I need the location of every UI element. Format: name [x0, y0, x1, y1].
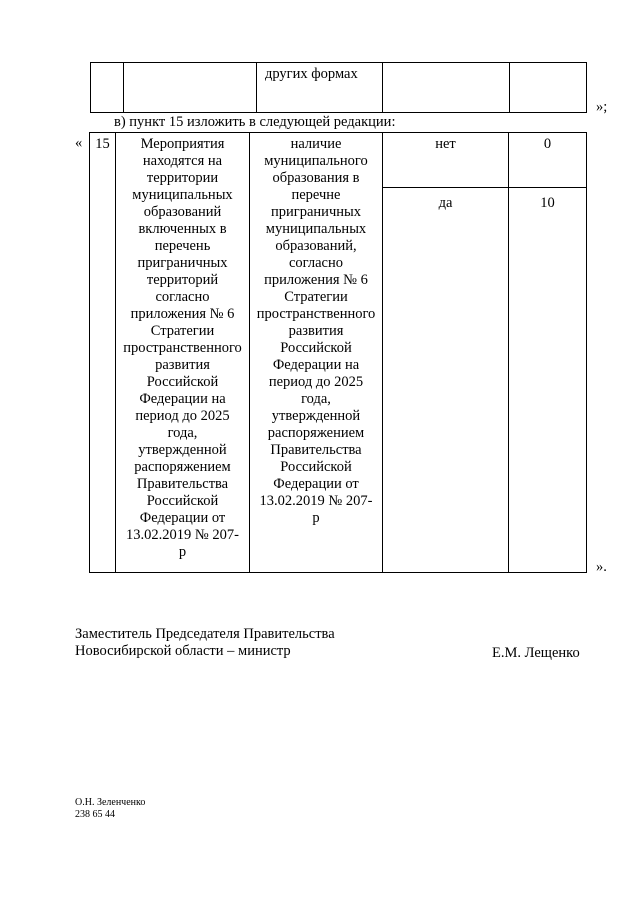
- indicator-text-line: период до 2025: [135, 408, 230, 424]
- criterion-text-line: период до 2025: [268, 374, 364, 390]
- top-cell-number: [91, 63, 124, 113]
- indicator-text-line: Мероприятия: [140, 136, 225, 152]
- top-table-fragment: [90, 62, 587, 113]
- score-no: 0: [543, 136, 552, 152]
- answer-no-cell: [383, 133, 508, 188]
- criterion-text-line: образований,: [275, 238, 357, 254]
- criterion-text: [250, 136, 382, 527]
- indicator-text-line: находятся на: [142, 153, 223, 169]
- signature-title-line2: Новосибирской области – министр: [75, 643, 291, 659]
- indicator-text-line: р: [178, 544, 187, 560]
- answer-column: [383, 133, 509, 573]
- signature-title-line1: Заместитель Председателя Правительства: [75, 626, 335, 642]
- indicator-text-line: утвержденной: [138, 442, 227, 458]
- criterion-text-line: Федерации от: [273, 476, 359, 492]
- criterion-text-line: Стратегии: [284, 289, 348, 305]
- score-no-cell: [509, 133, 586, 188]
- criterion-text-line: приграничных: [271, 204, 361, 220]
- criterion-text-line: приложения № 6: [264, 272, 368, 288]
- indicator-text-line: муниципальных: [132, 187, 233, 203]
- indicator-text-line: согласно: [155, 289, 210, 305]
- indicator-text-line: года,: [167, 425, 198, 441]
- indicator-text-line: Стратегии: [150, 323, 215, 339]
- criterion-text-line: наличие: [290, 136, 342, 152]
- top-cell-indicator: [124, 63, 257, 113]
- closing-quote-top: »;: [596, 99, 608, 115]
- criterion-text-line: утвержденной: [271, 408, 361, 424]
- criterion-text-line: перечне: [291, 187, 341, 203]
- main-table: [89, 132, 587, 573]
- top-cell-score: [510, 63, 587, 113]
- indicator-text-line: Российской: [146, 493, 219, 509]
- indicator-text: [116, 136, 249, 561]
- criterion-text-line: образования в: [272, 170, 360, 186]
- indicator-text-line: приграничных: [137, 255, 228, 271]
- indicator-cell: [116, 133, 250, 573]
- answer-yes: да: [438, 195, 453, 211]
- criterion-text-line: развития: [288, 323, 344, 339]
- criterion-text-line: муниципальных: [265, 221, 367, 237]
- indicator-text-line: развития: [155, 357, 210, 373]
- signature-name: Е.М. Лещенко: [492, 645, 580, 661]
- indicator-text-line: пространственного: [123, 340, 242, 356]
- criterion-text-line: Российской: [280, 459, 352, 475]
- indicator-text-line: Российской: [146, 374, 219, 390]
- score-yes-cell: [509, 188, 586, 212]
- criterion-text-line: муниципального: [264, 153, 368, 169]
- footer-author: О.Н. Зеленченко: [75, 797, 146, 808]
- top-cell-criterion: [257, 63, 383, 113]
- criterion-text-line: распоряжением: [267, 425, 365, 441]
- criterion-text-line: Правительства: [270, 442, 362, 458]
- criterion-text-line: Российской: [280, 340, 352, 356]
- criterion-text-line: р: [312, 510, 320, 526]
- top-cell-answer: [383, 63, 510, 113]
- top-cell-text: других формах: [265, 66, 358, 82]
- score-column: [509, 133, 587, 573]
- score-yes: 10: [540, 195, 555, 211]
- criterion-text-line: пространственного: [256, 306, 376, 322]
- indicator-text-line: включенных в: [138, 221, 227, 237]
- criterion-text-line: года,: [301, 391, 331, 407]
- indicator-text-line: Федерации на: [139, 391, 226, 407]
- signature-title: [75, 626, 335, 660]
- indicator-text-line: 13.02.2019 № 207-: [126, 527, 239, 543]
- indicator-text-line: распоряжением: [134, 459, 231, 475]
- opening-quote: «: [75, 135, 83, 151]
- instruction-text: в) пункт 15 изложить в следующей редакции:: [114, 114, 396, 130]
- indicator-text-line: территорий: [146, 272, 219, 288]
- row-number: 15: [95, 136, 110, 152]
- answer-yes-cell: [383, 188, 508, 212]
- criterion-text-line: 13.02.2019 № 207-: [259, 493, 373, 509]
- row-number-cell: [90, 133, 116, 573]
- answer-no: нет: [435, 136, 456, 152]
- indicator-text-line: образований: [143, 204, 222, 220]
- indicator-text-line: Правительства: [136, 476, 229, 492]
- indicator-text-line: приложения № 6: [130, 306, 235, 322]
- closing-quote-main: ».: [596, 559, 607, 575]
- indicator-text-line: территории: [146, 170, 219, 186]
- criterion-cell: [250, 133, 383, 573]
- criterion-text-line: Федерации на: [272, 357, 360, 373]
- footer-executor: [75, 797, 145, 821]
- criterion-text-line: согласно: [288, 255, 343, 271]
- indicator-text-line: Федерации от: [139, 510, 226, 526]
- indicator-text-line: перечень: [154, 238, 211, 254]
- footer-phone: 238 65 44: [75, 809, 115, 820]
